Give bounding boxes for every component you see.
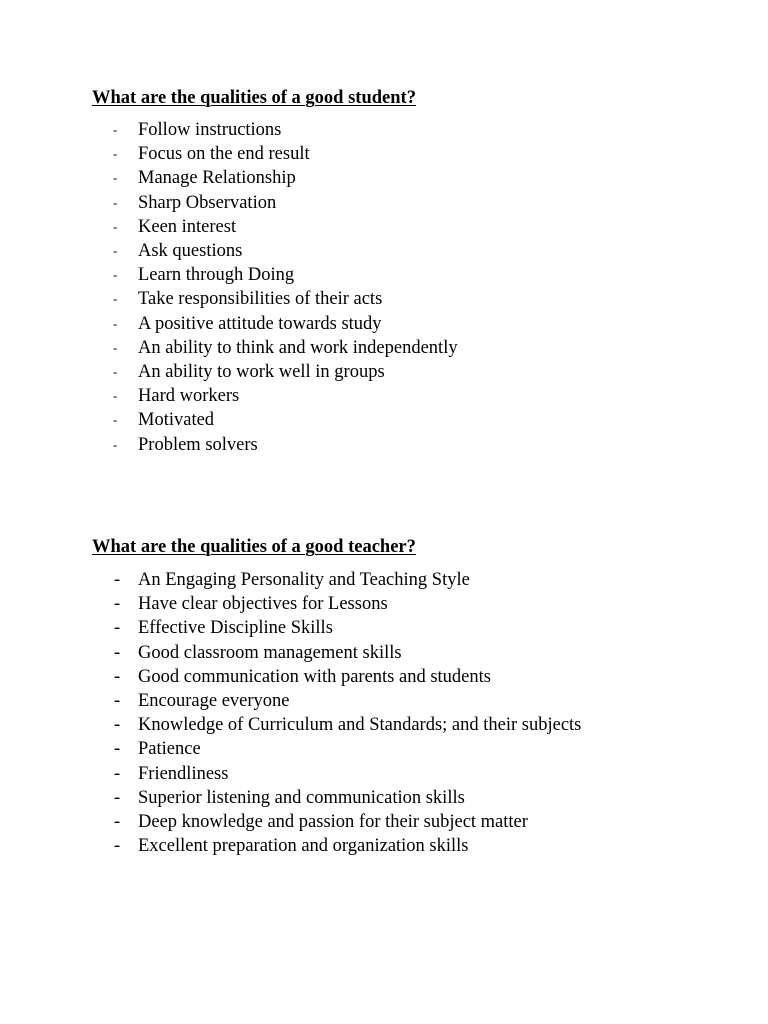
list-item	[92, 312, 458, 336]
list-item-text: Problem solvers	[138, 434, 258, 455]
bullet-dash: -	[114, 715, 121, 736]
bullet-dash: -	[114, 691, 121, 712]
bullet-dash: -	[113, 146, 118, 162]
teacher-qualities-section	[92, 535, 581, 858]
bullet-dash: -	[113, 412, 118, 428]
bullet-dash: -	[113, 122, 118, 137]
bullet-dash: -	[113, 194, 118, 210]
list-item-text: A positive attitude towards study	[138, 313, 382, 334]
bullet-dash: -	[113, 339, 118, 355]
bullet-dash: -	[114, 812, 121, 833]
list-item	[92, 810, 581, 834]
list-item	[92, 239, 458, 263]
list-item	[92, 191, 458, 215]
bullet-dash: -	[113, 388, 118, 404]
list-item	[92, 762, 581, 786]
list-item	[92, 568, 581, 592]
list-item-text: An Engaging Personality and Teaching Style	[138, 570, 470, 590]
list-item	[92, 360, 458, 384]
list-item-text: Sharp Observation	[138, 192, 277, 213]
list-item-text: Encourage everyone	[138, 691, 290, 712]
list-item-text: An ability to think and work independently	[138, 337, 458, 358]
bullet-dash: -	[114, 594, 121, 615]
list-item	[92, 287, 458, 311]
list-item-text: Deep knowledge and passion for their subject matter	[138, 812, 528, 833]
list-item-text: Good communication with parents and students	[138, 666, 491, 687]
list-item	[92, 263, 458, 287]
bullet-dash: -	[113, 364, 118, 380]
list-item	[92, 834, 581, 858]
list-item	[92, 215, 458, 239]
list-item-text: Good classroom management skills	[138, 642, 402, 663]
list-item-text: Knowledge of Curriculum and Standards; and their subjects	[138, 715, 582, 736]
bullet-dash: -	[114, 570, 121, 590]
list-item	[92, 786, 581, 810]
list-item	[92, 336, 458, 360]
list-item-text: An ability to work well in groups	[138, 362, 385, 383]
bullet-dash: -	[113, 243, 118, 259]
bullet-dash: -	[113, 218, 118, 234]
bullet-dash: -	[114, 787, 121, 808]
list-item	[92, 641, 581, 665]
list-item-text: Motivated	[138, 410, 215, 431]
list-item	[92, 616, 581, 640]
list-item-text: Effective Discipline Skills	[138, 618, 333, 639]
bullet-dash: -	[114, 666, 121, 687]
list-item-text: Follow instructions	[138, 120, 282, 140]
list-item-text: Hard workers	[138, 386, 240, 407]
teacher-heading: What are the qualities of a good teacher?	[92, 537, 416, 557]
student-heading: What are the qualities of a good student?	[92, 88, 416, 108]
list-item-text: Superior listening and communication skills	[138, 787, 465, 808]
list-item-text: Ask questions	[138, 241, 243, 262]
list-item	[92, 592, 581, 616]
student-qualities-section	[92, 86, 458, 457]
bullet-dash: -	[113, 291, 118, 307]
list-item-text: Manage Relationship	[138, 168, 296, 189]
bullet-dash: -	[114, 739, 121, 760]
list-item-text: Friendliness	[138, 763, 229, 784]
bullet-dash: -	[114, 763, 121, 784]
bullet-dash: -	[114, 618, 121, 639]
list-item	[92, 665, 581, 689]
bullet-dash: -	[113, 267, 118, 283]
list-item-text: Keen interest	[138, 216, 237, 237]
list-item-text: Have clear objectives for Lessons	[138, 594, 388, 615]
list-item-text: Excellent preparation and organization skills	[138, 836, 469, 857]
list-item-text: Take responsibilities of their acts	[138, 289, 383, 310]
bullet-dash: -	[114, 642, 121, 663]
list-item-text: Learn through Doing	[138, 265, 295, 286]
list-item	[92, 408, 458, 432]
student-qualities-list	[92, 118, 458, 457]
list-item	[92, 384, 458, 408]
list-item	[92, 118, 458, 142]
bullet-dash: -	[113, 315, 118, 331]
list-item-text: Patience	[138, 739, 201, 760]
list-item	[92, 166, 458, 190]
teacher-qualities-list	[92, 568, 581, 858]
list-item	[92, 737, 581, 761]
list-item	[92, 433, 458, 457]
list-item	[92, 142, 458, 166]
bullet-dash: -	[113, 436, 118, 452]
bullet-dash: -	[113, 170, 118, 186]
list-item-text: Focus on the end result	[138, 144, 310, 165]
list-item	[92, 689, 581, 713]
bullet-dash: -	[114, 836, 121, 857]
list-item	[92, 713, 581, 737]
